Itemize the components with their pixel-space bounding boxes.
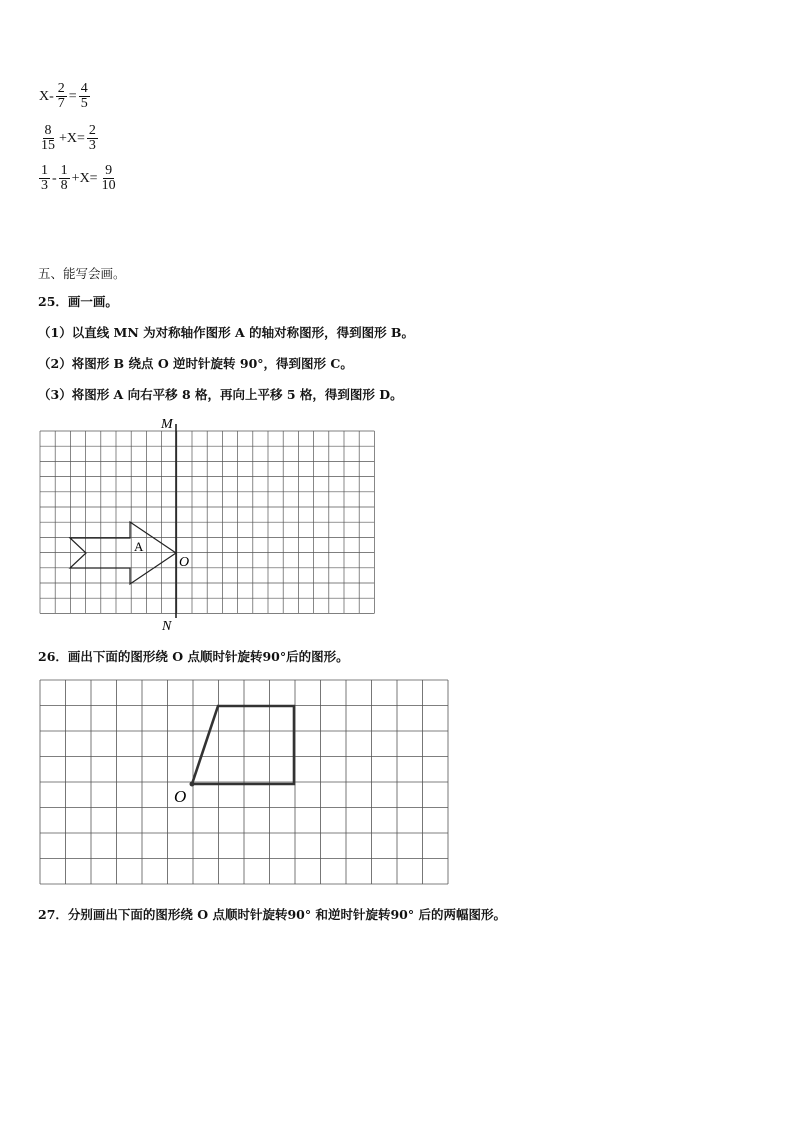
label-o-26: O [174,787,187,806]
equation-operator: = [68,88,77,104]
q26-title: 26．画出下面的图形绕 O 点顺时针旋转90°后的图形。 [38,649,349,664]
section-title: 五、能写会画。 [38,266,126,281]
equation-operator: +X= [71,170,98,186]
q26-grid-figure [0,660,794,900]
q25-item-3: （3）将图形 A 向右平移 8 格，再向上平移 5 格，得到图形 D。 [38,387,403,402]
equation-operator: X- [39,88,54,104]
label-n: N [162,619,172,634]
q25-item-1: （1）以直线 MN 为对称轴作图形 A 的轴对称图形，得到图形 B。 [38,325,414,340]
fraction-numerator: 9 [105,163,113,178]
q27-title: 27．分别画出下面的图形绕 O 点顺时针旋转90° 和逆时针旋转90° 后的两幅图形。 [38,907,506,922]
equation-operator: - [52,170,57,186]
fraction-denominator: 3 [88,138,96,153]
fraction-denominator: 10 [101,178,116,193]
fraction-numerator: 8 [44,123,52,138]
fraction-denominator: 5 [80,96,88,111]
fraction-numerator: 1 [60,163,68,178]
fraction-denominator: 7 [57,96,65,111]
fraction-denominator: 3 [41,178,48,193]
q25-item-2: （2）将图形 B 绕点 O 逆时针旋转 90°，得到图形 C。 [38,356,353,371]
label-m: M [161,417,173,432]
q25-title: 25．画一画。 [38,294,118,309]
shape-trapezoid [192,706,294,784]
point-o-26 [190,782,195,787]
label-a: A [134,539,144,554]
fraction-numerator: 2 [88,123,96,138]
label-o-25: O [179,555,190,570]
equation-operator: +X= [59,130,85,146]
fraction-denominator: 8 [60,178,68,193]
fraction-numerator: 4 [80,81,88,96]
fraction-numerator: 2 [57,81,65,96]
fraction-numerator: 1 [41,163,48,178]
fraction-denominator: 15 [41,138,55,153]
